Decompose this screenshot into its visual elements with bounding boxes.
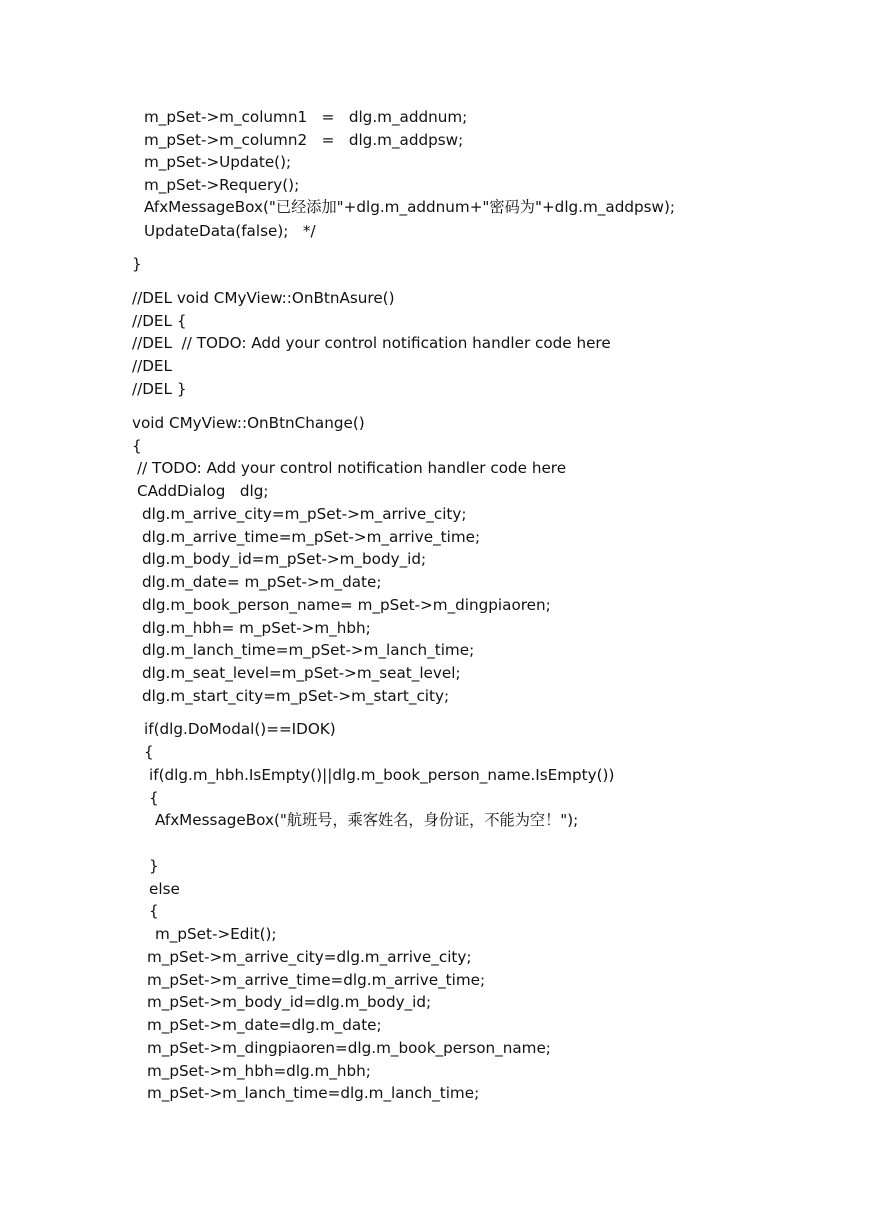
code-line: //DEL void CMyView::OnBtnAsure() [132, 289, 395, 307]
code-line: dlg.m_book_person_name= m_pSet->m_dingpiaoren; [142, 596, 551, 614]
code-line: dlg.m_lanch_time=m_pSet->m_lanch_time; [142, 641, 475, 659]
code-line: m_pSet->m_body_id=dlg.m_body_id; [147, 993, 432, 1011]
code-line: void CMyView::OnBtnChange() [132, 414, 365, 432]
code-line: m_pSet->m_arrive_time=dlg.m_arrive_time; [147, 971, 486, 989]
code-line: m_pSet->m_column2 = dlg.m_addpsw; [144, 131, 464, 149]
code-line: m_pSet->m_column1 = dlg.m_addnum; [144, 108, 468, 126]
code-line: m_pSet->m_dingpiaoren=dlg.m_book_person_name; [147, 1039, 551, 1057]
code-line: //DEL [132, 357, 172, 375]
code-line: dlg.m_hbh= m_pSet->m_hbh; [142, 619, 371, 637]
code-line: dlg.m_seat_level=m_pSet->m_seat_level; [142, 664, 461, 682]
code-line: AfxMessageBox("已经添加"+dlg.m_addnum+"密码为"+dlg.m_addpsw); [144, 198, 676, 216]
code-line: dlg.m_start_city=m_pSet->m_start_city; [142, 687, 450, 705]
code-line: // TODO: Add your control notification handler code here [137, 459, 567, 477]
code-line: m_pSet->Edit(); [155, 925, 277, 943]
code-line: if(dlg.m_hbh.IsEmpty()||dlg.m_book_person_name.IsEmpty()) [149, 766, 615, 784]
code-line: CAddDialog dlg; [137, 482, 269, 500]
code-line: else [149, 880, 180, 898]
code-line: dlg.m_arrive_time=m_pSet->m_arrive_time; [142, 528, 481, 546]
code-line: AfxMessageBox("航班号，乘客姓名，身份证，不能为空！"); [155, 811, 579, 829]
code-line: dlg.m_date= m_pSet->m_date; [142, 573, 382, 591]
code-line: } [132, 255, 142, 273]
code-line: if(dlg.DoModal()==IDOK) [144, 720, 336, 738]
code-line: m_pSet->m_date=dlg.m_date; [147, 1016, 382, 1034]
code-line: dlg.m_arrive_city=m_pSet->m_arrive_city; [142, 505, 467, 523]
code-line: dlg.m_body_id=m_pSet->m_body_id; [142, 550, 427, 568]
code-line: m_pSet->m_lanch_time=dlg.m_lanch_time; [147, 1084, 480, 1102]
code-line: m_pSet->m_arrive_city=dlg.m_arrive_city; [147, 948, 472, 966]
code-line: //DEL { [132, 312, 187, 330]
code-line: UpdateData(false); */ [144, 222, 316, 240]
code-line: //DEL } [132, 380, 187, 398]
code-line: m_pSet->m_hbh=dlg.m_hbh; [147, 1062, 371, 1080]
code-line: m_pSet->Requery(); [144, 176, 300, 194]
code-line: { [132, 437, 142, 455]
code-line: } [149, 857, 159, 875]
code-line: { [144, 743, 154, 761]
code-line: { [149, 789, 159, 807]
code-line: m_pSet->Update(); [144, 153, 292, 171]
code-line: //DEL // TODO: Add your control notification handler code here [132, 334, 611, 352]
code-line: { [149, 902, 159, 920]
